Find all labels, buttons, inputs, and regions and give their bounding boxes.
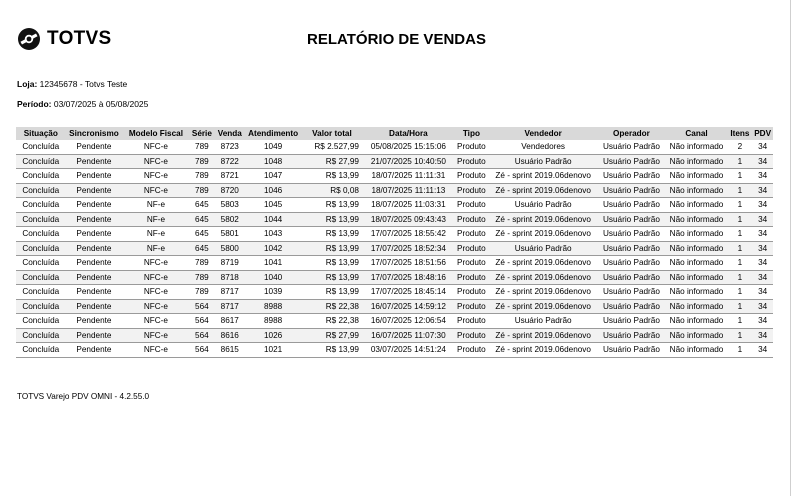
table-cell: Pendente — [66, 140, 123, 154]
table-cell: 1047 — [245, 169, 301, 184]
table-cell: 34 — [752, 256, 773, 271]
table-row — [16, 241, 773, 256]
table-cell: Concluída — [16, 212, 66, 227]
table-cell: 789 — [189, 140, 214, 154]
table-cell: Concluída — [16, 270, 66, 285]
table-cell: Usuário Padrão — [597, 212, 665, 227]
table-body — [16, 140, 773, 357]
table-cell: 1 — [727, 154, 752, 169]
table-cell: 03/07/2025 14:51:24 — [363, 343, 454, 358]
table-cell: 34 — [752, 241, 773, 256]
table-cell: Não informado — [666, 256, 728, 271]
table-cell: Concluída — [16, 299, 66, 314]
table-cell: 8988 — [245, 299, 301, 314]
table-cell: Usuário Padrão — [597, 328, 665, 343]
table-cell: Zé - sprint 2019.06denovo — [489, 227, 597, 242]
table-cell: 34 — [752, 270, 773, 285]
table-cell: Concluída — [16, 198, 66, 213]
table-row — [16, 299, 773, 314]
table-header-row — [16, 127, 773, 140]
table-cell: Concluída — [16, 328, 66, 343]
period-value: 03/07/2025 à 05/08/2025 — [51, 99, 149, 109]
table-cell: NF-e — [122, 241, 189, 256]
table-cell: Usuário Padrão — [597, 227, 665, 242]
table-cell: Pendente — [66, 198, 123, 213]
table-cell: 1 — [727, 241, 752, 256]
table-cell: Pendente — [66, 154, 123, 169]
table-cell: 1 — [727, 285, 752, 300]
brand-name: TOTVS — [47, 28, 112, 49]
table-cell: 564 — [189, 299, 214, 314]
table-cell: Concluída — [16, 183, 66, 198]
table-cell: R$ 13,99 — [301, 285, 363, 300]
table-cell: Concluída — [16, 314, 66, 329]
table-cell: 34 — [752, 314, 773, 329]
table-cell: 789 — [189, 169, 214, 184]
table-cell: Não informado — [666, 285, 728, 300]
table-cell: NFC-e — [122, 314, 189, 329]
table-cell: 564 — [189, 343, 214, 358]
table-cell: 8723 — [214, 140, 245, 154]
table-cell: R$ 13,99 — [301, 169, 363, 184]
table-cell: Concluída — [16, 256, 66, 271]
table-cell: 16/07/2025 12:06:54 — [363, 314, 454, 329]
table-cell: 34 — [752, 169, 773, 184]
table-cell: NFC-e — [122, 169, 189, 184]
table-cell: Usuário Padrão — [597, 154, 665, 169]
table-cell: Usuário Padrão — [489, 241, 597, 256]
table-cell: 34 — [752, 285, 773, 300]
table-cell: Produto — [454, 212, 489, 227]
table-cell: Não informado — [666, 314, 728, 329]
table-cell: NF-e — [122, 212, 189, 227]
table-cell: Usuário Padrão — [597, 241, 665, 256]
table-cell: Usuário Padrão — [489, 314, 597, 329]
table-cell: Produto — [454, 328, 489, 343]
table-cell: Pendente — [66, 343, 123, 358]
table-row — [16, 169, 773, 184]
table-cell: 1 — [727, 212, 752, 227]
table-cell: 8717 — [214, 285, 245, 300]
table-cell: Não informado — [666, 140, 728, 154]
table-cell: 17/07/2025 18:55:42 — [363, 227, 454, 242]
table-cell: Pendente — [66, 270, 123, 285]
table-cell: R$ 13,99 — [301, 198, 363, 213]
table-cell: 5800 — [214, 241, 245, 256]
table-cell: 645 — [189, 212, 214, 227]
table-cell: 789 — [189, 270, 214, 285]
table-cell: Pendente — [66, 183, 123, 198]
table-cell: Zé - sprint 2019.06denovo — [489, 212, 597, 227]
table-cell: Produto — [454, 241, 489, 256]
table-cell: 789 — [189, 285, 214, 300]
table-cell: 34 — [752, 183, 773, 198]
table-cell: 645 — [189, 227, 214, 242]
table-cell: 1 — [727, 183, 752, 198]
table-cell: Não informado — [666, 241, 728, 256]
table-cell: 8988 — [245, 314, 301, 329]
table-cell: 789 — [189, 154, 214, 169]
table-cell: 1041 — [245, 256, 301, 271]
table-cell: Usuário Padrão — [597, 285, 665, 300]
table-row — [16, 314, 773, 329]
table-cell: 1039 — [245, 285, 301, 300]
column-header: Data/Hora — [363, 127, 454, 140]
table-cell: Pendente — [66, 328, 123, 343]
table-cell: NFC-e — [122, 299, 189, 314]
table-cell: 18/07/2025 11:11:13 — [363, 183, 454, 198]
table-cell: 17/07/2025 18:48:16 — [363, 270, 454, 285]
column-header: PDV — [754, 129, 772, 138]
table-cell: Não informado — [666, 270, 728, 285]
table-cell: 2 — [727, 140, 752, 154]
table-cell: NFC-e — [122, 183, 189, 198]
table-cell: Produto — [454, 270, 489, 285]
table-cell: 5803 — [214, 198, 245, 213]
table-cell: R$ 22,38 — [301, 299, 363, 314]
table-cell: 34 — [752, 227, 773, 242]
table-cell: 34 — [752, 328, 773, 343]
table-cell: 18/07/2025 11:03:31 — [363, 198, 454, 213]
table-cell: Produto — [454, 169, 489, 184]
table-cell: 1 — [727, 299, 752, 314]
column-header: Atendimento — [245, 127, 301, 140]
table-cell: Concluída — [16, 154, 66, 169]
table-cell: Pendente — [66, 299, 123, 314]
table-cell: 8721 — [214, 169, 245, 184]
table-cell: Pendente — [66, 212, 123, 227]
table-cell: 8722 — [214, 154, 245, 169]
column-header: Sincronismo — [66, 127, 123, 140]
table-cell: NFC-e — [122, 328, 189, 343]
table-cell: NFC-e — [122, 270, 189, 285]
table-cell: 05/08/2025 15:15:06 — [363, 140, 454, 154]
table-cell: 17/07/2025 18:45:14 — [363, 285, 454, 300]
table-cell: 645 — [189, 198, 214, 213]
table-cell: R$ 13,99 — [301, 212, 363, 227]
table-cell: Não informado — [666, 154, 728, 169]
table-cell: Usuário Padrão — [597, 169, 665, 184]
table-cell: 564 — [189, 314, 214, 329]
table-cell: 1 — [727, 169, 752, 184]
table-cell: Não informado — [666, 212, 728, 227]
table-cell: 1046 — [245, 183, 301, 198]
store-info — [17, 79, 127, 89]
table-cell: 1043 — [245, 227, 301, 242]
table-cell: 16/07/2025 14:59:12 — [363, 299, 454, 314]
table-cell: Produto — [454, 198, 489, 213]
table-cell: Concluída — [16, 285, 66, 300]
table-cell: Produto — [454, 299, 489, 314]
table-cell: 34 — [752, 154, 773, 169]
table-row — [16, 212, 773, 227]
table-cell: Não informado — [666, 198, 728, 213]
table-cell: Usuário Padrão — [597, 183, 665, 198]
table-cell: Usuário Padrão — [489, 198, 597, 213]
table-cell: Zé - sprint 2019.06denovo — [489, 343, 597, 358]
table-row — [16, 343, 773, 358]
table-cell: 1 — [727, 270, 752, 285]
table-cell: 1042 — [245, 241, 301, 256]
table-cell: Produto — [454, 285, 489, 300]
table-cell: NFC-e — [122, 343, 189, 358]
table-row — [16, 183, 773, 198]
table-cell: R$ 13,99 — [301, 241, 363, 256]
table-cell: Pendente — [66, 169, 123, 184]
table-row — [16, 270, 773, 285]
table-cell: 16/07/2025 11:07:30 — [363, 328, 454, 343]
table-cell: 1045 — [245, 198, 301, 213]
table-cell: 645 — [189, 241, 214, 256]
table-row — [16, 198, 773, 213]
table-cell: 1 — [727, 198, 752, 213]
table-cell: Pendente — [66, 314, 123, 329]
column-header: Vendedor — [489, 127, 597, 140]
table-cell: Zé - sprint 2019.06denovo — [489, 169, 597, 184]
table-cell: 18/07/2025 11:11:31 — [363, 169, 454, 184]
table-cell: R$ 22,38 — [301, 314, 363, 329]
period-info — [17, 99, 148, 109]
table-cell: 1021 — [245, 343, 301, 358]
page-edge-rule — [790, 0, 791, 496]
table-cell: NF-e — [122, 198, 189, 213]
table-cell: 34 — [752, 299, 773, 314]
table-cell: 34 — [752, 212, 773, 227]
column-header: Valor total — [301, 127, 363, 140]
table-cell: 34 — [752, 198, 773, 213]
table-cell: Concluída — [16, 227, 66, 242]
table-cell: R$ 27,99 — [301, 154, 363, 169]
table-cell: Zé - sprint 2019.06denovo — [489, 270, 597, 285]
column-header: Venda — [214, 127, 245, 140]
table-cell: Produto — [454, 256, 489, 271]
table-cell: 1049 — [245, 140, 301, 154]
table-cell: Não informado — [666, 343, 728, 358]
table-cell: 8719 — [214, 256, 245, 271]
table-cell: Vendedores — [489, 140, 597, 154]
column-header: Série — [189, 127, 214, 140]
table-cell: 8717 — [214, 299, 245, 314]
table-cell: Concluída — [16, 343, 66, 358]
table-cell: 17/07/2025 18:51:56 — [363, 256, 454, 271]
table-cell: Zé - sprint 2019.06denovo — [489, 299, 597, 314]
table-cell: Usuário Padrão — [597, 343, 665, 358]
table-cell: Usuário Padrão — [597, 314, 665, 329]
table-cell: Zé - sprint 2019.06denovo — [489, 256, 597, 271]
table-cell: Concluída — [16, 241, 66, 256]
table-cell: 1 — [727, 256, 752, 271]
table-cell: Zé - sprint 2019.06denovo — [489, 183, 597, 198]
table-cell: Produto — [454, 314, 489, 329]
column-header: Situação — [16, 127, 66, 140]
table-cell: NFC-e — [122, 285, 189, 300]
table-cell: Concluída — [16, 169, 66, 184]
report-title: RELATÓRIO DE VENDAS — [307, 31, 486, 48]
table-cell: Usuário Padrão — [489, 154, 597, 169]
table-cell: 1048 — [245, 154, 301, 169]
table-cell: Pendente — [66, 256, 123, 271]
table-cell: 8616 — [214, 328, 245, 343]
table-cell: 1 — [727, 328, 752, 343]
table-cell: 17/07/2025 18:52:34 — [363, 241, 454, 256]
table-cell: Não informado — [666, 328, 728, 343]
table-cell: NFC-e — [122, 154, 189, 169]
table-row — [16, 285, 773, 300]
column-header: Modelo Fiscal — [122, 127, 189, 140]
table-cell: 8615 — [214, 343, 245, 358]
table-cell: Produto — [454, 154, 489, 169]
column-header: Tipo — [454, 127, 489, 140]
table-cell: NF-e — [122, 227, 189, 242]
table-cell: R$ 27,99 — [301, 328, 363, 343]
table-cell: 1026 — [245, 328, 301, 343]
table-cell: 1044 — [245, 212, 301, 227]
table-cell: Não informado — [666, 299, 728, 314]
table-cell: Usuário Padrão — [597, 140, 665, 154]
table-cell: Usuário Padrão — [597, 256, 665, 271]
table-cell: Produto — [454, 343, 489, 358]
table-cell: Concluída — [16, 140, 66, 154]
period-label: Período: — [17, 99, 52, 109]
table-cell: 18/07/2025 09:43:43 — [363, 212, 454, 227]
table-cell: 5801 — [214, 227, 245, 242]
table-row — [16, 154, 773, 169]
table-cell: Zé - sprint 2019.06denovo — [489, 285, 597, 300]
table-cell: 789 — [189, 256, 214, 271]
column-header: Operador — [597, 127, 665, 140]
table-cell: R$ 13,99 — [301, 270, 363, 285]
table-row — [16, 140, 773, 154]
table-cell: NFC-e — [122, 256, 189, 271]
store-label: Loja: — [17, 79, 38, 89]
table-cell: 8720 — [214, 183, 245, 198]
table-row — [16, 256, 773, 271]
store-value: 12345678 - Totvs Teste — [37, 79, 128, 89]
table-cell: 564 — [189, 328, 214, 343]
table-row — [16, 328, 773, 343]
table-cell: R$ 13,99 — [301, 343, 363, 358]
sales-table — [16, 127, 773, 358]
table-cell: Não informado — [666, 183, 728, 198]
table-cell: 34 — [752, 343, 773, 358]
table-cell: Usuário Padrão — [597, 299, 665, 314]
table-cell: Não informado — [666, 227, 728, 242]
column-header: Itens — [727, 127, 752, 140]
column-header: Canal — [666, 127, 728, 140]
table-cell: NFC-e — [122, 140, 189, 154]
table-cell: R$ 13,99 — [301, 227, 363, 242]
table-cell: R$ 13,99 — [301, 256, 363, 271]
table-cell: Produto — [454, 227, 489, 242]
table-cell: Pendente — [66, 241, 123, 256]
report-header — [0, 0, 793, 70]
table-cell: 8718 — [214, 270, 245, 285]
table-cell: Pendente — [66, 285, 123, 300]
table-cell: 8617 — [214, 314, 245, 329]
table-row — [16, 227, 773, 242]
table-cell: Não informado — [666, 169, 728, 184]
table-cell: Produto — [454, 183, 489, 198]
table-cell: 21/07/2025 10:40:50 — [363, 154, 454, 169]
table-cell: 1 — [727, 314, 752, 329]
footer-version: TOTVS Varejo PDV OMNI - 4.2.55.0 — [17, 392, 150, 401]
table-cell: 34 — [752, 140, 773, 154]
table-cell: Usuário Padrão — [597, 198, 665, 213]
table-cell: Usuário Padrão — [597, 270, 665, 285]
table-cell: Produto — [454, 140, 489, 154]
table-cell: 1040 — [245, 270, 301, 285]
table-cell: 1 — [727, 343, 752, 358]
table-cell: Pendente — [66, 227, 123, 242]
table-cell: R$ 2.527,99 — [301, 140, 363, 154]
table-cell: 1 — [727, 227, 752, 242]
table-cell: 5802 — [214, 212, 245, 227]
table-cell: Zé - sprint 2019.06denovo — [489, 328, 597, 343]
table-cell: 789 — [189, 183, 214, 198]
table-cell: R$ 0,08 — [301, 183, 363, 198]
